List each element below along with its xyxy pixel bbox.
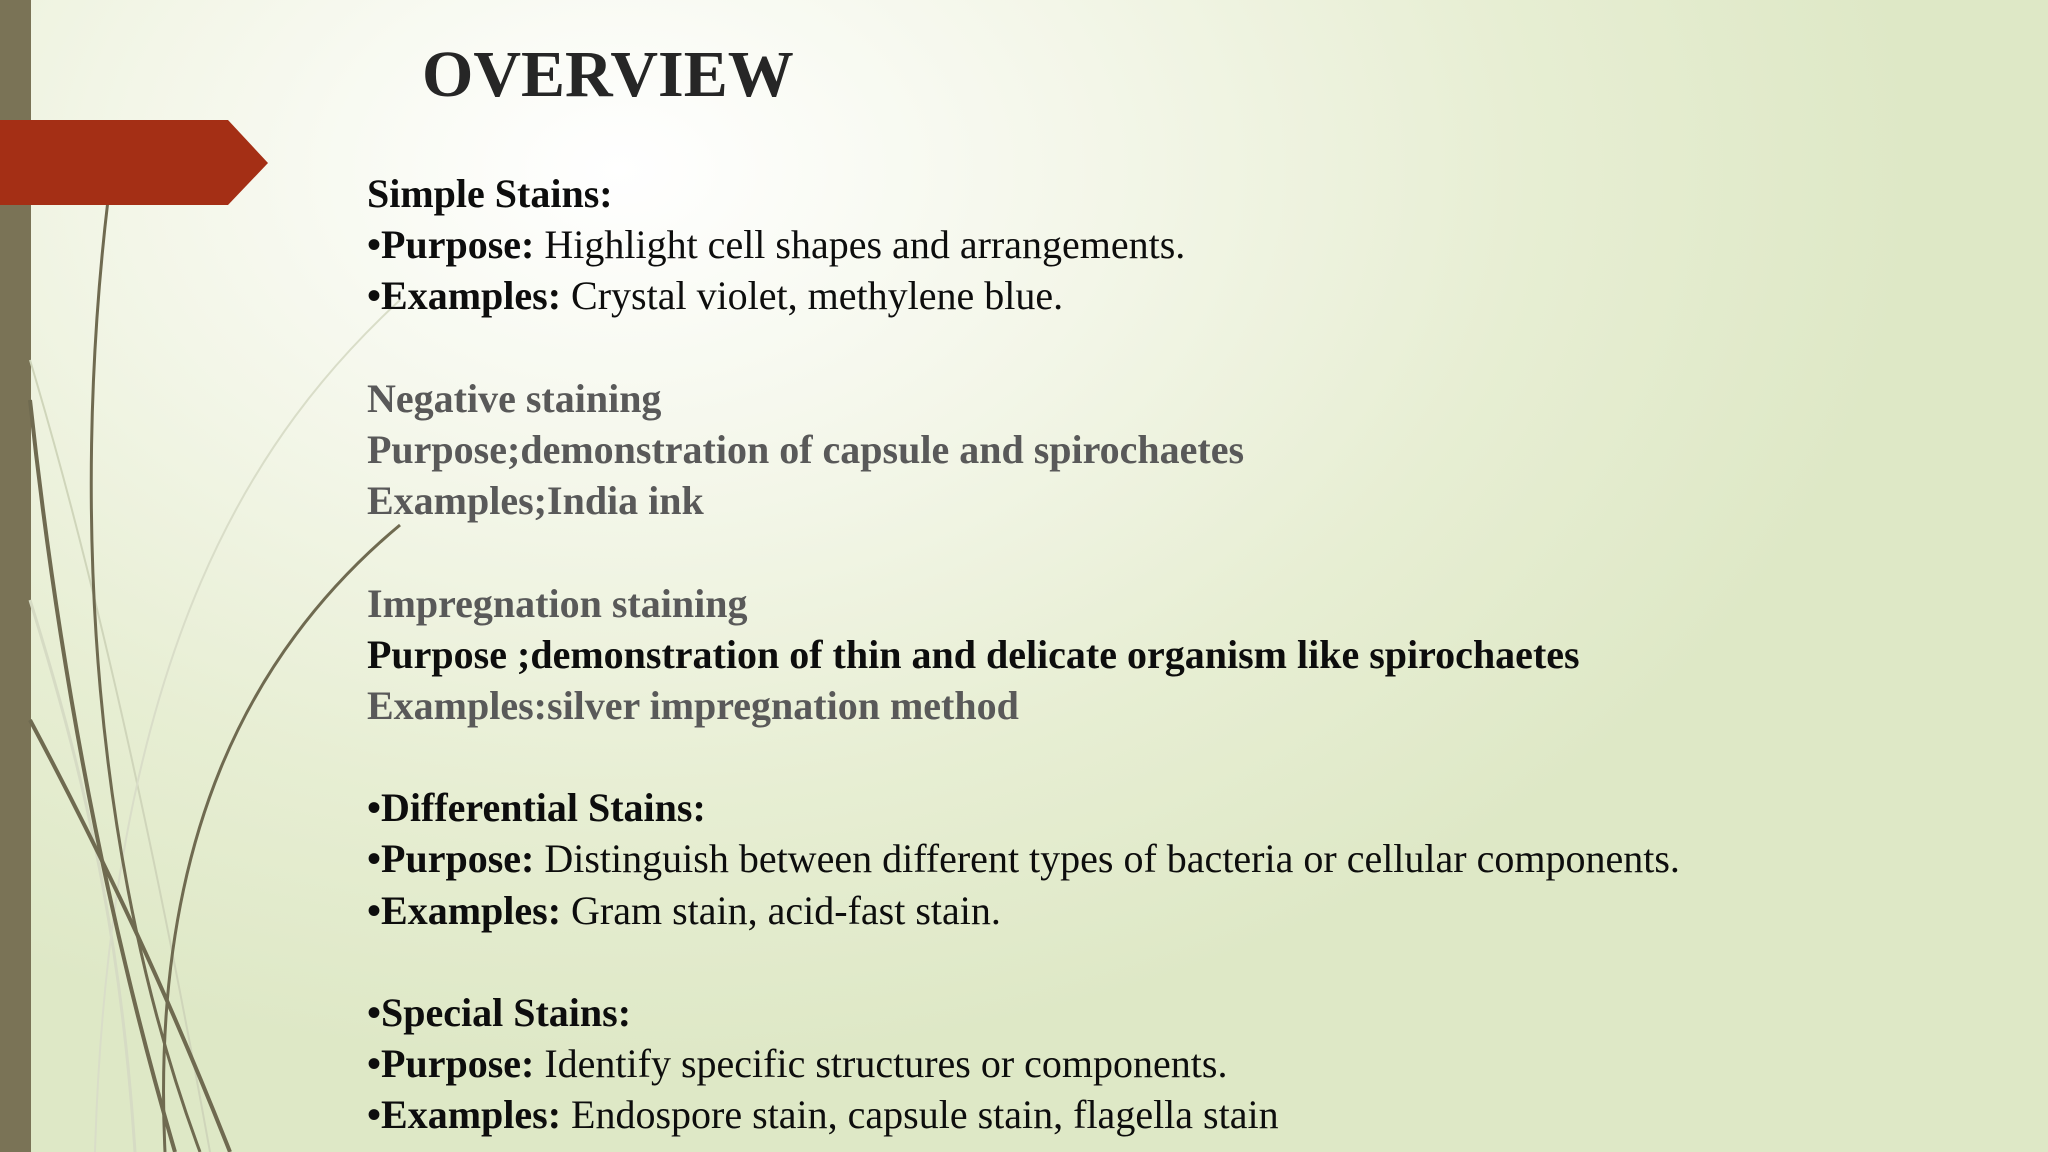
examples-text: Gram stain, acid-fast stain. (561, 887, 1001, 933)
simple-stains-examples (367, 270, 2027, 321)
bullet: • (367, 836, 382, 882)
spacer (367, 526, 2027, 577)
purpose-text: Distinguish between different types of bacteria or cellular components. (534, 836, 1680, 882)
bullet: • (367, 990, 382, 1035)
impregnation-staining-heading: Impregnation staining (367, 580, 748, 626)
examples-label: Examples: (381, 273, 562, 319)
purpose-label: Purpose: (381, 1041, 535, 1087)
spacer (367, 731, 2027, 782)
simple-stains-heading: Simple Stains: (367, 171, 613, 216)
negative-staining-purpose: Purpose;demonstration of capsule and spirochaetes (367, 426, 1245, 472)
slide-body (367, 168, 2027, 1141)
examples-label: Examples: (381, 1092, 562, 1138)
examples-label: Examples: (381, 887, 562, 933)
purpose-text: Highlight cell shapes and arrangements. (534, 222, 1186, 268)
decorative-curve (30, 400, 175, 1152)
purpose-text: Identify specific structures or components. (534, 1041, 1228, 1087)
examples-text: Endospore stain, capsule stain, flagella stain (561, 1092, 1279, 1138)
decorative-curve (164, 525, 400, 1152)
heading-text: Special Stains: (381, 990, 632, 1035)
examples-text: Crystal violet, methylene blue. (561, 273, 1064, 319)
spacer (367, 322, 2027, 373)
impregnation-staining-purpose: Purpose ;demonstration of thin and delicate organism like spirochaetes (367, 631, 1580, 677)
purpose-label: Purpose: (381, 222, 535, 268)
bullet: • (367, 1041, 382, 1087)
purpose-label: Purpose: (381, 836, 535, 882)
special-stains-examples (367, 1089, 2027, 1140)
differential-stains-heading (367, 782, 2027, 833)
differential-stains-purpose (367, 833, 2027, 884)
negative-staining-heading: Negative staining (367, 375, 662, 421)
bullet: • (367, 785, 382, 831)
slide-title: OVERVIEW (422, 38, 794, 111)
negative-staining-examples: Examples;India ink (367, 478, 704, 524)
bullet: • (367, 887, 382, 933)
differential-stains-examples (367, 885, 2027, 936)
bullet: • (367, 1092, 382, 1138)
simple-stains-purpose (367, 219, 2027, 270)
bullet: • (367, 273, 382, 319)
spacer (367, 936, 2027, 987)
special-stains-purpose (367, 1038, 2027, 1089)
impregnation-staining-examples: Examples:silver impregnation method (367, 682, 1019, 728)
accent-arrow (0, 120, 268, 205)
bullet: • (367, 222, 382, 268)
special-stains-heading (367, 987, 2027, 1038)
heading-text: Differential Stains: (381, 785, 706, 831)
